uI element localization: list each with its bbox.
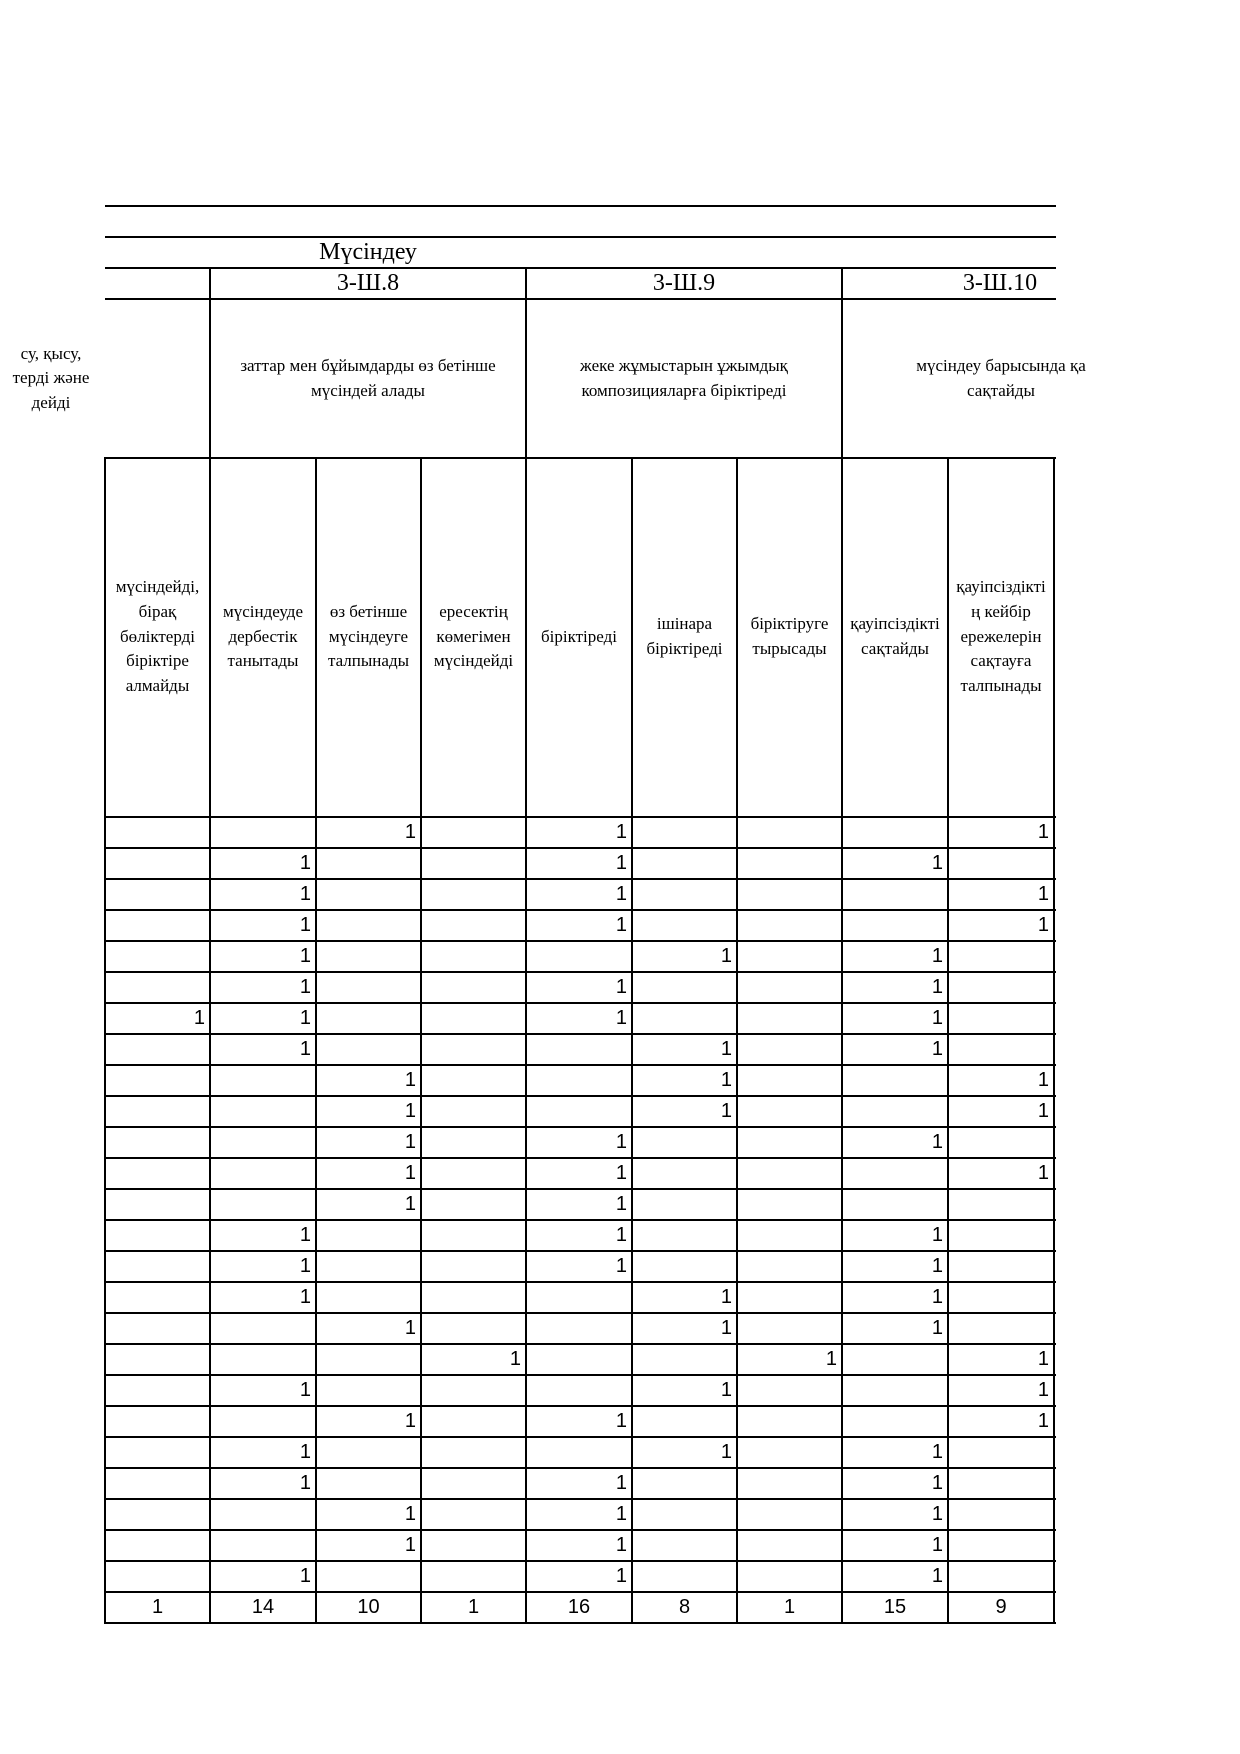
table-cell — [738, 1220, 841, 1251]
table-cell: 1 — [1037, 1379, 1049, 1401]
table-cell — [106, 1096, 209, 1127]
table-cell: 1 — [931, 1503, 943, 1525]
table-cell: 1 — [1037, 1348, 1049, 1370]
table-cell — [422, 879, 525, 910]
table-cell — [527, 1344, 631, 1375]
table-cell — [738, 910, 841, 941]
group-description-0-clip — [12, 300, 209, 457]
table-cell — [317, 1561, 420, 1592]
table-cell — [949, 1251, 1053, 1282]
table-cell — [422, 972, 525, 1003]
table-cell — [422, 1003, 525, 1034]
table-cell — [106, 1127, 209, 1158]
table-cell — [738, 1561, 841, 1592]
table-cell — [422, 817, 525, 848]
table-cell — [633, 1127, 736, 1158]
table-cell — [422, 910, 525, 941]
table-cell: 1 — [299, 852, 311, 874]
table-cell — [422, 1406, 525, 1437]
table-cell — [422, 848, 525, 879]
table-cell — [211, 1096, 315, 1127]
table-cell: 1 — [720, 1069, 732, 1091]
table-cell: 1 — [404, 1534, 416, 1556]
table-cell — [633, 1499, 736, 1530]
table-cell — [843, 1406, 947, 1437]
table-cell — [106, 1189, 209, 1220]
table-cell — [106, 1499, 209, 1530]
table-cell — [211, 1530, 315, 1561]
table-cell — [633, 879, 736, 910]
column-header-6: ішінара біріктіреді — [646, 614, 723, 658]
table-cell — [633, 1530, 736, 1561]
table-cell: 1 — [299, 945, 311, 967]
table-cell — [949, 1034, 1053, 1065]
table-cell — [633, 1189, 736, 1220]
table-cell — [422, 1530, 525, 1561]
table-cell — [422, 1158, 525, 1189]
column-header-3: өз бетінше мүсіндеуге талпынады — [327, 602, 410, 671]
column-header-2: мүсіндеуде дербестік танытады — [222, 602, 304, 671]
table-cell — [211, 1406, 315, 1437]
table-cell — [422, 1189, 525, 1220]
table-cell — [738, 1468, 841, 1499]
table-cell — [106, 1530, 209, 1561]
group-description-2: жеке жұмыстарын ұжымдық композицияларға біріктіреді — [580, 355, 788, 400]
table-cell: 1 — [615, 1410, 627, 1432]
table-cell — [422, 1220, 525, 1251]
table-cell: 1 — [404, 821, 416, 843]
table-cell: 1 — [404, 1503, 416, 1525]
table-cell — [106, 1313, 209, 1344]
table-cell — [843, 910, 947, 941]
group-code-3: 3-Ш.10 — [962, 270, 1038, 297]
table-cell: 1 — [615, 1224, 627, 1246]
table-cell — [633, 1344, 736, 1375]
table-cell: 1 — [720, 945, 732, 967]
table-cell — [738, 1065, 841, 1096]
table-cell: 1 — [931, 1534, 943, 1556]
table-cell — [738, 1530, 841, 1561]
table-cell — [422, 1561, 525, 1592]
table-cell: 1 — [931, 1038, 943, 1060]
table-cell: 1 — [299, 1224, 311, 1246]
column-header-8: қауіпсіздікті сақтайды — [850, 614, 940, 658]
table-cell — [738, 1096, 841, 1127]
table-cell — [949, 972, 1053, 1003]
table-cell — [211, 1499, 315, 1530]
table-cell — [211, 1344, 315, 1375]
table-cell — [738, 941, 841, 972]
table-cell — [738, 1282, 841, 1313]
table-cell — [633, 1406, 736, 1437]
table-cell: 1 — [615, 1131, 627, 1153]
group-description-1: заттар мен бұйымдарды өз бетінше мүсіндей алады — [240, 355, 496, 400]
table-cell — [211, 1189, 315, 1220]
table-cell: 1 — [1037, 1069, 1049, 1091]
table-cell — [106, 1158, 209, 1189]
table-cell — [422, 1065, 525, 1096]
table-cell — [949, 1220, 1053, 1251]
total-cell: 16 — [567, 1596, 591, 1618]
section-title: Мүсіндеу — [319, 239, 417, 266]
group-code-1: 3-Ш.8 — [336, 270, 400, 297]
table-cell — [317, 972, 420, 1003]
table-cell: 1 — [931, 1224, 943, 1246]
table-cell — [106, 1065, 209, 1096]
table-cell — [949, 848, 1053, 879]
table-cell — [211, 1313, 315, 1344]
table-cell — [949, 1499, 1053, 1530]
total-cell: 1 — [467, 1596, 480, 1618]
table-cell — [106, 1406, 209, 1437]
table-cell: 1 — [404, 1131, 416, 1153]
table-cell: 1 — [1037, 914, 1049, 936]
table-cell — [738, 972, 841, 1003]
table-cell — [949, 1189, 1053, 1220]
table-cell — [633, 1251, 736, 1282]
table-cell — [317, 910, 420, 941]
table-cell — [422, 1468, 525, 1499]
table-cell — [738, 1189, 841, 1220]
table-cell: 1 — [931, 945, 943, 967]
table-cell — [738, 1034, 841, 1065]
table-cell: 1 — [615, 883, 627, 905]
group-code-3-clip — [842, 268, 1056, 299]
table-cell: 1 — [615, 914, 627, 936]
group-code-2: 3-Ш.9 — [652, 270, 716, 297]
table-cell — [843, 879, 947, 910]
table-cell: 1 — [720, 1379, 732, 1401]
table-cell: 1 — [509, 1348, 521, 1370]
table-cell: 1 — [615, 1503, 627, 1525]
table-cell — [527, 1313, 631, 1344]
table-cell — [527, 1437, 631, 1468]
table-cell — [527, 1096, 631, 1127]
table-cell — [422, 1375, 525, 1406]
table-cell — [843, 1344, 947, 1375]
table-cell — [106, 972, 209, 1003]
table-cell — [422, 941, 525, 972]
table-cell — [633, 1220, 736, 1251]
table-cell — [633, 1561, 736, 1592]
table-cell — [211, 817, 315, 848]
table-cell: 1 — [931, 1255, 943, 1277]
group-description-3: мүсіндеу барысында қа сақтайды — [916, 355, 1086, 400]
table-cell — [106, 941, 209, 972]
table-cell — [633, 1003, 736, 1034]
table-cell — [422, 1127, 525, 1158]
table-cell — [843, 817, 947, 848]
table-cell: 1 — [615, 852, 627, 874]
table-cell — [633, 972, 736, 1003]
table-cell — [738, 817, 841, 848]
table-cell — [738, 1158, 841, 1189]
table-cell — [106, 1375, 209, 1406]
table-cell — [211, 1127, 315, 1158]
total-cell: 14 — [251, 1596, 275, 1618]
table-cell — [106, 1282, 209, 1313]
table-cell — [843, 1189, 947, 1220]
table-cell — [106, 1220, 209, 1251]
table-cell — [633, 848, 736, 879]
table-cell: 1 — [931, 1472, 943, 1494]
table-cell — [317, 1344, 420, 1375]
table-cell: 1 — [615, 1193, 627, 1215]
table-cell: 1 — [615, 1472, 627, 1494]
table-cell — [317, 1034, 420, 1065]
table-cell: 1 — [825, 1348, 837, 1370]
total-cell: 8 — [678, 1596, 691, 1618]
table-cell — [949, 941, 1053, 972]
table-cell — [738, 1251, 841, 1282]
table-cell: 1 — [299, 1255, 311, 1277]
table-cell — [317, 848, 420, 879]
table-cell — [949, 1437, 1053, 1468]
table-cell — [106, 1344, 209, 1375]
table-cell — [211, 1158, 315, 1189]
table-cell — [422, 1251, 525, 1282]
table-cell: 1 — [720, 1100, 732, 1122]
table-cell — [106, 910, 209, 941]
table-cell — [422, 1313, 525, 1344]
table-cell — [317, 1468, 420, 1499]
table-cell — [633, 1158, 736, 1189]
table-cell — [106, 879, 209, 910]
grid-vline-9 — [1053, 457, 1055, 1624]
table-cell: 1 — [720, 1038, 732, 1060]
table-cell: 1 — [299, 1565, 311, 1587]
table-cell — [317, 1251, 420, 1282]
table-cell: 1 — [615, 1565, 627, 1587]
table-cell — [949, 1468, 1053, 1499]
total-cell: 1 — [151, 1596, 164, 1618]
table-cell: 1 — [931, 1565, 943, 1587]
table-cell: 1 — [404, 1069, 416, 1091]
table-cell — [949, 1003, 1053, 1034]
table-cell: 1 — [299, 883, 311, 905]
table-cell — [527, 1034, 631, 1065]
table-cell — [317, 1003, 420, 1034]
table-cell — [738, 1375, 841, 1406]
table-cell: 1 — [1037, 883, 1049, 905]
table-cell — [106, 1034, 209, 1065]
table-cell — [106, 1561, 209, 1592]
table-cell — [106, 1251, 209, 1282]
table-cell — [949, 1530, 1053, 1561]
table-cell — [317, 1282, 420, 1313]
table-cell: 1 — [299, 1379, 311, 1401]
table-cell: 1 — [615, 1534, 627, 1556]
group-description-0: су, қысу, терді және дейді — [12, 343, 90, 412]
table-cell — [317, 1437, 420, 1468]
table-cell: 1 — [720, 1317, 732, 1339]
table-cell: 1 — [193, 1007, 205, 1029]
table-cell — [422, 1096, 525, 1127]
table-cell — [422, 1282, 525, 1313]
table-cell — [738, 1127, 841, 1158]
table-cell — [738, 1313, 841, 1344]
total-cell: 10 — [357, 1596, 380, 1618]
column-header-4: ересектің көмегімен мүсіндейді — [433, 602, 514, 671]
column-header-1: мүсіндейді, бірақ бөліктерді біріктіре алмайды — [115, 577, 200, 695]
table-cell: 1 — [299, 1286, 311, 1308]
table-cell — [527, 1065, 631, 1096]
table-cell — [211, 1065, 315, 1096]
table-cell: 1 — [404, 1410, 416, 1432]
table-cell: 1 — [931, 1007, 943, 1029]
table-cell — [317, 941, 420, 972]
table-cell — [317, 879, 420, 910]
table-cell: 1 — [720, 1286, 732, 1308]
table-cell: 1 — [299, 1472, 311, 1494]
table-cell — [317, 1220, 420, 1251]
table-cell — [949, 1313, 1053, 1344]
table-cell: 1 — [1037, 1100, 1049, 1122]
table-cell — [422, 1034, 525, 1065]
table-cell: 1 — [1037, 1410, 1049, 1432]
column-header-5: біріктіреді — [541, 626, 617, 646]
table-cell: 1 — [299, 1007, 311, 1029]
table-cell — [527, 1282, 631, 1313]
table-cell: 1 — [615, 1007, 627, 1029]
table-cell: 1 — [1037, 821, 1049, 843]
top-rule-1 — [105, 205, 1056, 207]
table-cell — [633, 910, 736, 941]
table-cell — [843, 1096, 947, 1127]
table-cell — [843, 1065, 947, 1096]
table-cell — [738, 879, 841, 910]
table-cell: 1 — [931, 1317, 943, 1339]
total-cell: 15 — [883, 1596, 907, 1618]
table-cell — [738, 1499, 841, 1530]
table-cell: 1 — [931, 1441, 943, 1463]
table-cell — [949, 1127, 1053, 1158]
table-cell: 1 — [404, 1162, 416, 1184]
column-header-9: қауіпсіздікті ң кейбір ережелерін сақтауға талпынады — [956, 577, 1046, 695]
table-cell — [738, 1406, 841, 1437]
table-cell: 1 — [404, 1193, 416, 1215]
table-cell: 1 — [931, 1131, 943, 1153]
table-cell — [106, 848, 209, 879]
column-header-7: біріктіруге тырысады — [750, 614, 829, 658]
table-cell: 1 — [931, 976, 943, 998]
table-cell — [527, 941, 631, 972]
table-cell — [317, 1375, 420, 1406]
table-cell — [949, 1561, 1053, 1592]
table-cell — [527, 1375, 631, 1406]
table-cell — [633, 1468, 736, 1499]
table-cell: 1 — [299, 914, 311, 936]
table-cell — [422, 1437, 525, 1468]
table-cell: 1 — [299, 1441, 311, 1463]
table-cell: 1 — [615, 1162, 627, 1184]
table-cell: 1 — [615, 821, 627, 843]
table-cell — [106, 1468, 209, 1499]
table-cell: 1 — [299, 976, 311, 998]
group-description-3-clip — [843, 300, 1086, 457]
table-cell — [738, 1003, 841, 1034]
table-cell: 1 — [615, 1255, 627, 1277]
table-cell: 1 — [720, 1441, 732, 1463]
table-cell — [106, 817, 209, 848]
table-cell — [422, 1499, 525, 1530]
table-cell: 1 — [615, 976, 627, 998]
table-cell: 1 — [299, 1038, 311, 1060]
table-cell: 1 — [1037, 1162, 1049, 1184]
table-cell — [738, 1437, 841, 1468]
table-cell — [738, 848, 841, 879]
table-cell: 1 — [931, 852, 943, 874]
table-cell — [633, 817, 736, 848]
table-cell — [949, 1282, 1053, 1313]
table-cell: 1 — [404, 1100, 416, 1122]
table-cell — [106, 1437, 209, 1468]
table-cell: 1 — [404, 1317, 416, 1339]
table-cell — [843, 1375, 947, 1406]
table-cell: 1 — [931, 1286, 943, 1308]
total-cell: 1 — [783, 1596, 796, 1618]
table-cell — [843, 1158, 947, 1189]
total-cell: 9 — [995, 1596, 1007, 1618]
